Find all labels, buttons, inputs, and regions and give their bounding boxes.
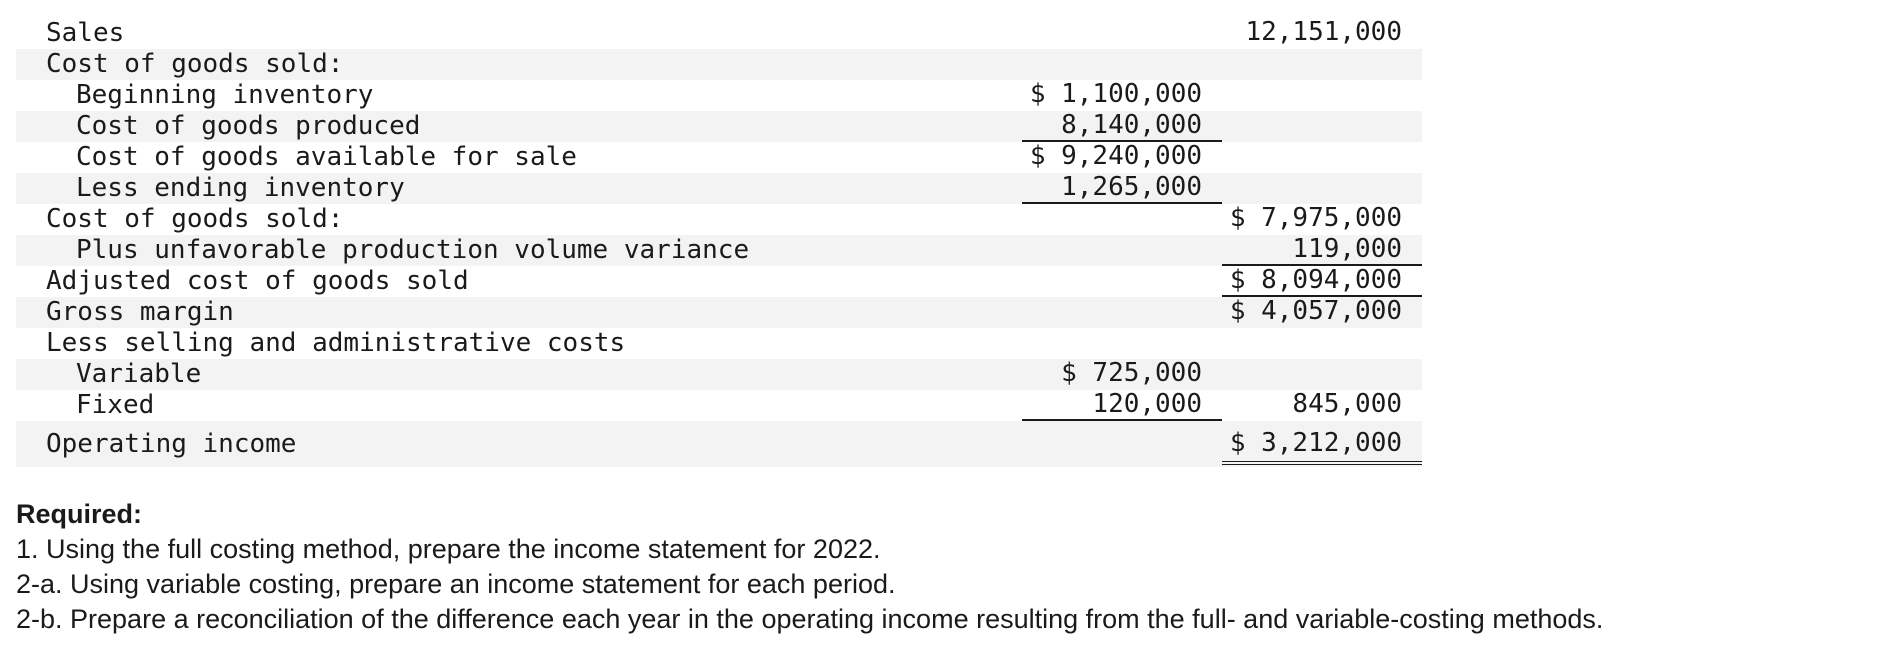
required-item-1: 1. Using the full costing method, prepare the income statement for 2022. (16, 534, 881, 564)
row-fixed (16, 390, 1422, 421)
row-adjusted-cogs (16, 266, 1422, 297)
row-ending-inventory (16, 173, 1422, 204)
row-volume-variance (16, 235, 1422, 266)
row-cogs (16, 204, 1422, 235)
ending-inventory-label: Less ending inventory (76, 173, 405, 203)
fixed-value: 120,000 (1022, 390, 1222, 421)
operating-income-label: Operating income (46, 429, 297, 459)
cogs-header-label: Cost of goods sold: (46, 49, 344, 79)
sga-total-value: 845,000 (1292, 389, 1402, 419)
cogs-label: Cost of goods sold: (46, 204, 344, 234)
gross-margin-value: $ 4,057,000 (1229, 296, 1402, 326)
beginning-inventory-value: $ 1,100,000 (1029, 79, 1202, 109)
row-goods-available (16, 142, 1422, 173)
row-cogs-header (16, 49, 1422, 80)
required-item-2b: 2-b. Prepare a reconciliation of the difference each year in the operating income resulting from the full- and variable-costing methods. (16, 604, 1604, 634)
variable-label: Variable (76, 359, 202, 389)
adjusted-cogs-label: Adjusted cost of goods sold (46, 266, 469, 296)
cogp-value: 8,140,000 (1022, 111, 1222, 142)
cogafs-label: Cost of goods available for sale (76, 142, 577, 172)
sales-value: 12,151,000 (1245, 17, 1402, 47)
row-variable (16, 359, 1422, 390)
operating-income-value: $ 3,212,000 (1222, 421, 1422, 465)
cogp-label: Cost of goods produced (76, 111, 421, 141)
variance-value: 119,000 (1222, 235, 1422, 266)
adjusted-cogs-value: $ 8,094,000 (1222, 266, 1422, 297)
income-statement-table (16, 18, 1422, 467)
fixed-label: Fixed (76, 390, 155, 420)
required-item-2a: 2-a. Using variable costing, prepare an income statement for each period. (16, 569, 896, 599)
variable-value: $ 725,000 (1061, 358, 1202, 388)
cogs-value: $ 7,975,000 (1229, 203, 1402, 233)
gross-margin-label: Gross margin (46, 297, 234, 327)
row-beginning-inventory (16, 80, 1422, 111)
beginning-inventory-label: Beginning inventory (76, 80, 374, 110)
required-section (16, 497, 1603, 637)
sga-label: Less selling and administrative costs (46, 328, 626, 358)
row-cost-of-goods-produced (16, 111, 1422, 142)
row-selling-admin (16, 328, 1422, 359)
required-heading: Required: (16, 499, 143, 529)
variance-label: Plus unfavorable production volume variance (76, 235, 750, 265)
row-gross-margin (16, 297, 1422, 328)
sales-label: Sales (46, 18, 125, 48)
ending-inventory-value: 1,265,000 (1022, 173, 1222, 204)
row-sales (16, 18, 1422, 49)
row-operating-income (16, 421, 1422, 467)
cogafs-value: $ 9,240,000 (1029, 141, 1202, 171)
